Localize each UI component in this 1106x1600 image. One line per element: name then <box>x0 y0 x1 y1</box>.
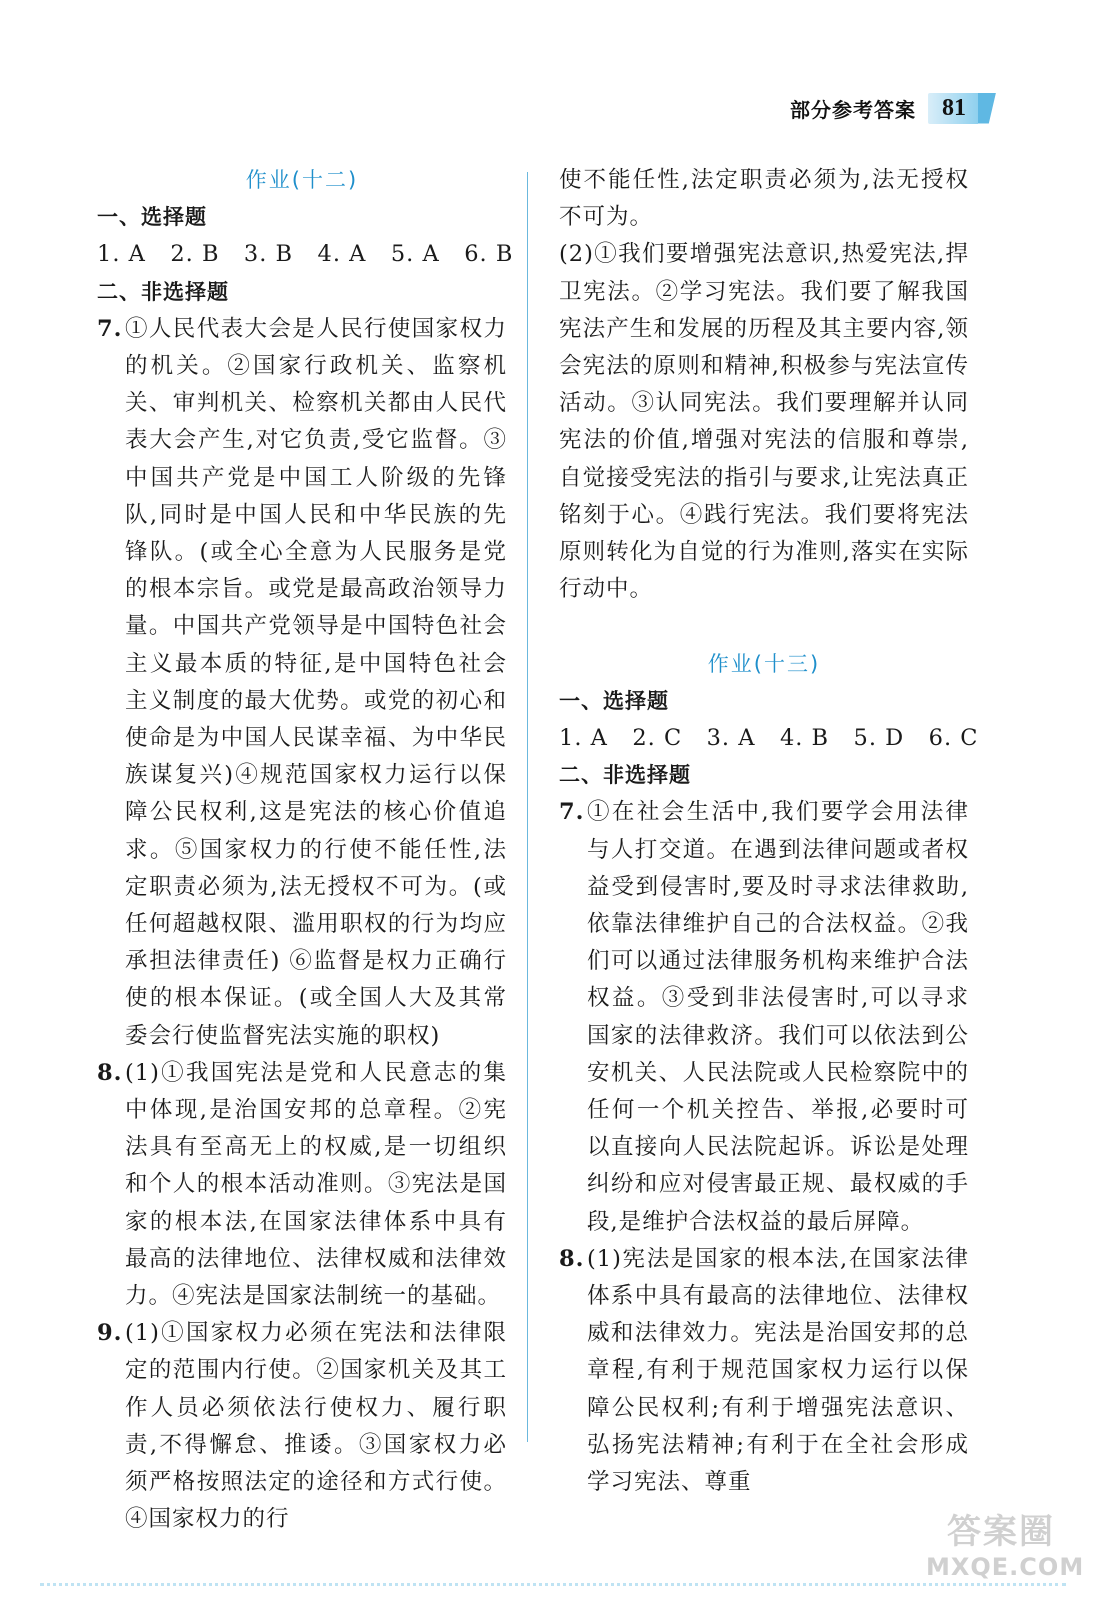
non-mcq-heading: 二、非选择题 <box>97 279 229 304</box>
answer-text: ①在社会生活中,我们要学会用法律与人打交道。在遇到法律问题或者权益受到侵害时,要及时寻求法律救助,依靠法律维护自己的合法权益。②我们可以通过法律服务机构来维护合法权益。③受到非法侵害时,可以寻求国家的法律救济。我们可以依法到公安机关、人民法院或人民检察院中的任何一个机关控告、举报,必要时可以直接向人民法院起诉。诉讼是处理纠纷和应对侵害最正规、最权威的手段,是维护合法权益的最后屏障。 <box>587 799 969 1235</box>
answer-item-9-part-2: (2)①我们要增强宪法意识,热爱宪法,捍卫宪法。②学习宪法。我们要了解我国宪法产生和发展的历程及其主要内容,领会宪法的原则和精神,积极参与宪法宣传活动。③认同宪法。我们要理解并认同宪法的价值,增强对宪法的信服和尊崇,自觉接受宪法的指引与要求,让宪法真正铭刻于心。④践行宪法。我们要将宪法原则转化为自觉的行为准则,落实在实际行动中。 <box>559 241 969 603</box>
spacer <box>559 608 969 645</box>
item-number: 7. <box>559 799 585 826</box>
answer-text: ①人民代表大会是人民行使国家权力的机关。②国家行政机关、监察机关、审判机关、检察机关都由人民代表大会产生,对它负责,受它监督。③中国共产党是中国工人阶级的先锋队,同时是中国人民和中华民族的先锋队。(或全心全意为人民服务是党的根本宗旨。或党是最高政治领导力量。中国共产党领导是中国特色社会主义最本质的特征,是中国特色社会主义制度的最大优势。或党的初心和使命是为中国人民谋幸福、为中华民族谋复兴)④规范国家权力运行以保障公民权利,这是宪法的核心价值追求。⑤国家权力的行使不能任性,法定职责必须为,法无授权不可为。(或任何超越权限、滥用职权的行为均应承担法律责任) ⑥监督是权力正确行使的根本保证。(或全国人大及其常委会行使监督宪法实施的职权) <box>125 315 507 1049</box>
answer-text: (1)①我国宪法是党和人民意志的集中体现,是治国安邦的总章程。②宪法具有至高无上的权威,是一切组织和个人的根本活动准则。③宪法是国家的根本法,在国家法律体系中具有最高的法律地位、法律权威和法律效力。④宪法是国家法制统一的基础。 <box>125 1059 507 1310</box>
answer-item-8 <box>559 1241 969 1501</box>
answer-item-7 <box>559 794 969 1240</box>
item-number: 9. <box>97 1320 123 1347</box>
column-divider <box>527 172 528 1442</box>
item-number: 8. <box>97 1059 123 1086</box>
answer-text: (1)①国家权力必须在宪法和法律限定的范围内行使。②国家机关及其工作人员必须依法行使权力、履行职责,不得懈怠、推诿。③国家权力必须严格按照法定的途径和方式行使。④国家权力的行 <box>125 1320 507 1533</box>
answer-item-9 <box>97 1315 507 1538</box>
bottom-decoration <box>40 1583 1066 1592</box>
mcq-answers: 1. A 2. B 3. B 4. A 5. A 6. B <box>97 241 514 268</box>
mcq-heading: 一、选择题 <box>97 205 207 230</box>
assignment-13-title: 作业(十三) <box>707 651 821 676</box>
page-number: 81 <box>928 93 978 124</box>
assignment-12-title: 作业(十二) <box>245 168 359 192</box>
right-column <box>559 162 979 1501</box>
answer-text: (1)宪法是国家的根本法,在国家法律体系中具有最高的法律地位、法律权威和法律效力。宪法是治国安邦的总章程,有利于规范国家权力运行以保障公民权利;有利于增强宪法意识、弘扬宪法精神;有利于在全社会形成学习宪法、尊重 <box>587 1245 969 1496</box>
watermark <box>926 1504 1085 1594</box>
answer-item-8 <box>97 1055 507 1315</box>
mcq-answers: 1. A 2. C 3. A 4. B 5. D 6. C <box>559 725 979 752</box>
item-number: 8. <box>559 1245 585 1272</box>
watermark-url: MXQE.COM <box>926 1553 1085 1581</box>
answer-item-7 <box>97 311 507 1055</box>
continued-text: 使不能任性,法定职责必须为,法无授权不可为。 <box>559 167 969 231</box>
left-column <box>97 162 514 1539</box>
page-header <box>790 88 978 128</box>
item-number: 7. <box>97 315 123 342</box>
mcq-heading: 一、选择题 <box>559 688 669 713</box>
watermark-logo: 答案圈 <box>947 1512 1055 1552</box>
non-mcq-heading: 二、非选择题 <box>559 763 691 788</box>
header-label: 部分参考答案 <box>790 97 916 122</box>
